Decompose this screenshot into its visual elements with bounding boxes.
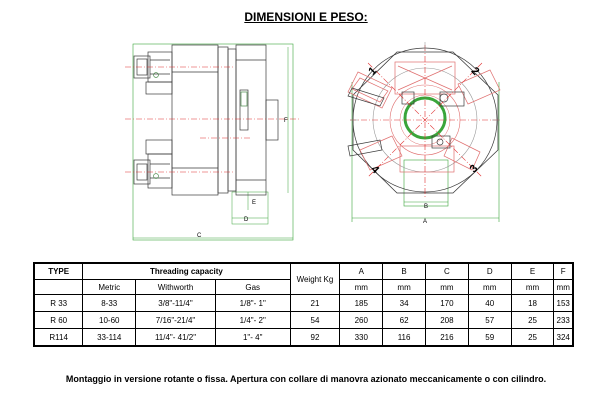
page-title: DIMENSIONI E PESO: — [244, 10, 368, 24]
jaw-number-1: 1 — [366, 64, 380, 78]
unit-b: mm — [383, 280, 426, 295]
header-metric: Metric — [83, 280, 136, 295]
dim-label-c: C — [197, 233, 202, 239]
header-c: C — [426, 263, 469, 280]
dimensions-table — [33, 262, 574, 347]
dim-label-d: D — [244, 217, 249, 223]
technical-drawing — [0, 28, 612, 260]
jaw-number-4: 4 — [368, 163, 382, 177]
unit-a: mm — [340, 280, 383, 295]
unit-d: mm — [468, 280, 511, 295]
unit-c: mm — [426, 280, 469, 295]
header-a: A — [340, 263, 383, 280]
dim-label-a: A — [423, 219, 428, 225]
header-d: D — [468, 263, 511, 280]
dim-label-e: E — [252, 200, 257, 206]
jaw-number-2: 2 — [468, 65, 482, 78]
header-weight: Weight Kg — [290, 263, 340, 295]
header-withworth: Withworth — [136, 280, 216, 295]
header-gas: Gas — [215, 280, 290, 295]
caption: Montaggio in versione rotante o fissa. Apertura con collare di manovra azionato meccanicamente o con cilindro. — [65, 374, 547, 384]
header-type: TYPE — [34, 263, 83, 280]
table-row: R 60 10-60 7/16"-21/4" 1/4"- 2" 54 260 62 208 57 25 233 — [34, 312, 573, 329]
header-b: B — [383, 263, 426, 280]
dim-label-b: B — [424, 204, 429, 210]
header-threading: Threading capacity — [83, 263, 290, 280]
header-e: E — [511, 263, 554, 280]
table-header-row — [34, 263, 573, 280]
unit-f: mm — [554, 280, 573, 295]
side-view — [133, 44, 293, 240]
table-row: R 33 8-33 3/8"-11/4" 1/8"- 1" 21 185 34 170 40 18 153 — [34, 295, 573, 312]
dim-label-f: F — [284, 118, 288, 124]
unit-e: mm — [511, 280, 554, 295]
table-row: R114 33-114 11/4"- 41/2" 1"- 4" 92 330 116 216 59 25 324 — [34, 329, 573, 347]
jaw-number-3: 3 — [467, 162, 481, 176]
header-f: F — [554, 263, 573, 280]
